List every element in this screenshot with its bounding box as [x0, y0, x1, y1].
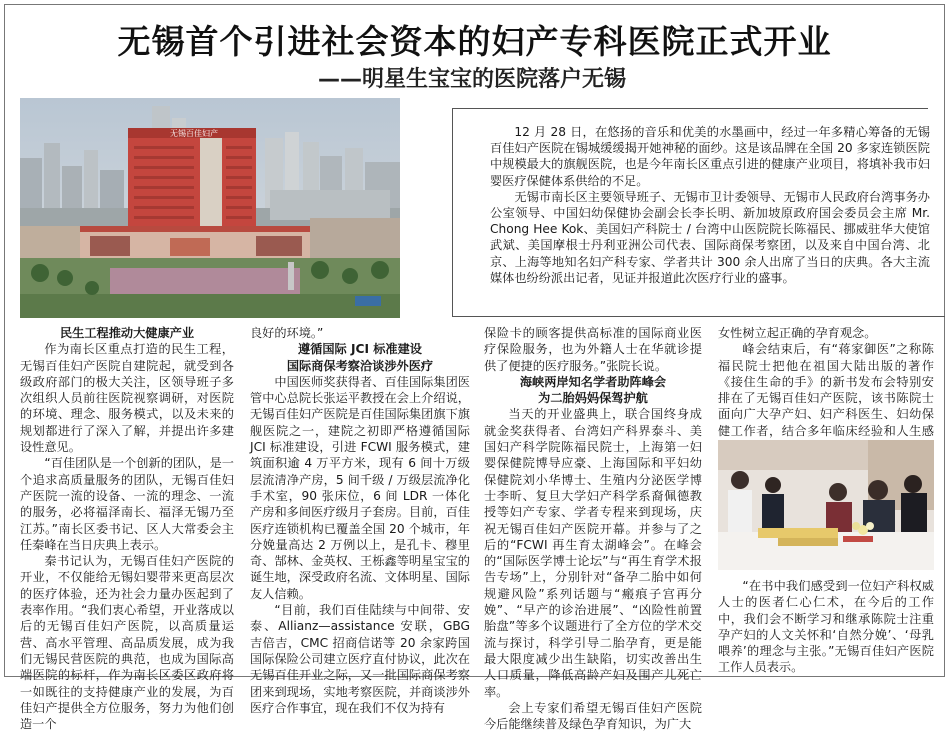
lead-paragraph: 无锡市南长区主要领导班子、无锡市卫计委领导、无锡市人民政府台湾事务办公室领导、中国妇幼保健协会副会长李长明、新加坡原政府国会委员会主席 Mr. Chong Hee Kok、美国妇产科院士 / 台湾中山医院院长陈福民、挪威驻华大使馆武斌、美国摩根士丹利亚洲公司代表、国际商保考察团，以及来自中国台湾、北京、上海等地知名妇产科专家、学者共计 300 余人出席了当日的庆典。各大主流媒体也纷纷派出记者，见证并报道此次医疗行业的盛事。: [490, 189, 930, 285]
col2-continuation: 良好的环境。”: [250, 326, 324, 340]
col4-paragraph: “在书中我们感受到一位妇产科权威人士的医者仁心仁术，在今后的工作中，我们会不断学习和继承陈院士注重孕产妇的人文关怀和‘自然分娩’、‘母乳喂养’的理念与主张。”无锡百佳妇产医院工作人员表示。: [718, 579, 934, 675]
headline: 无锡首个引进社会资本的妇产专科医院正式开业: [117, 22, 832, 61]
col2-heading-1: 遵循国际 JCI 标准建设: [298, 342, 422, 357]
col4-paragraph: 峰会结束后，有“蒋家御医”之称陈福民院士把他在祖国大陆出版的著作《接住生命的手》的新书发布会特别安排在了无锡百佳妇产医院，该书陈院士面向广大孕产妇、妇产科医生、妇幼保健工作者，结合多年临床经验和人生感: [718, 342, 934, 438]
col2-heading-2: 国际商保考察洽谈涉外医疗: [286, 358, 434, 373]
lead-frame-top: [452, 108, 928, 109]
book-signing-illustration: [718, 440, 934, 570]
col3-paragraph: 会上专家们希望无锡百佳妇产医院今后能继续普及绿色孕育知识，为广大: [484, 700, 702, 732]
hospital-building-illustration: [20, 98, 400, 318]
column-3: [484, 325, 702, 732]
lead-frame-left: [452, 108, 453, 316]
col3-paragraph: 当天的开业盛典上，联合国终身成就金奖获得者、台湾妇产科界泰斗、美国妇产科学院陈福民院士，上海第一妇婴保健院博导应豪、上海国际和平妇幼保健院刘小华博士、生殖内分泌医学博士李昕、复旦大学妇产科学系裔佩德教授等妇产专家、学者专程来到现场，庆祝无锡百佳妇产医院开幕。并参与了之后的“FCWI 再生育太湖峰会”。在峰会的“国际医学博士论坛”与“再生育学术报告专场”上，分别针对“备孕二胎中如何规避风险”系列话题与“瘢痕子宫再分娩”、“早产的诊治进展”、“凶险性前置胎盘”等多个议题进行了全方位的学术交流与探讨，科学引导二胎孕育，更是能最大限度减少出生缺陷，切实改善出生人口质量，降低高龄产妇及围产儿死亡率。: [484, 407, 702, 699]
column-4-top: [718, 325, 934, 437]
col2-paragraph: “目前，我们百佳陆续与中间带、安泰、Allianz—assistance 安联，GBG 吉倍吉，CMC 招商信诺等 20 余家跨国国际保险公司建立医疗直付协议，此次在无锡百佳开业之际，又一批国际商保考察团来到现场，实地考察医院，并商谈涉外医疗合作事宜，现在我们不仅为持有: [250, 603, 470, 715]
col1-paragraph: 秦书记认为，无锡百佳妇产医院的开业，不仅能给无锡妇婴带来更高层次的医疗体验，还为社会力量办医起到了表率作用。“我们衷心希望，开业落成以后的无锡百佳妇产医院，以高质量运营、高水平管理、高品质发展，成为我们无锡民营医院的典范，也成为国际高端医院的标杆，作为南长区委区政府将一如既往的支持健康产业的发展，为百佳妇产提供全方位服务，努力为他们创造一个: [20, 554, 234, 732]
col3-heading-2: 为二胎妈妈保驾护航: [538, 391, 648, 406]
column-2: [250, 325, 470, 715]
lead-paragraph: 12 月 28 日，在悠扬的音乐和优美的水墨画中，经过一年多精心筹备的无锡百佳妇产医院在锡城缓缓揭开她神秘的面纱。这是该品牌在全国 20 多家连锁医院中规模最大的旗舰医院，也是今年南长区重点引进的健康产业项目，将填补我市妇婴医疗保健体系供给的不足。: [490, 125, 930, 188]
col3-continuation: 保险卡的顾客提供高标准的国际商业医疗保险服务，也为外籍人士在华就诊提供了便捷的医疗服务。”张院长说。: [484, 326, 702, 373]
building-sign: 无锡百佳妇产: [170, 129, 218, 138]
lead-frame-bottom: [452, 316, 945, 317]
book-signing-photo: [718, 440, 934, 570]
col4-continuation: 女性树立起正确的孕育观念。: [718, 326, 877, 340]
col1-paragraph: 作为南长区重点打造的民生工程，无锡百佳妇产医院自建院起，就受到各级政府部门的极大关注，区领导班子多次组织人员前往医院视察调研，对医院的环境、理念、服务模式，以及未来的规划都进行了深入了解，并提出许多建设性意见。: [20, 342, 234, 455]
col3-heading-1: 海峡两岸知名学者助阵峰会: [519, 374, 667, 389]
col1-paragraph: “百佳团队是一个创新的团队，是一个追求高质量服务的团队，无锡百佳妇产医院一流的设备、一流的理念、一流的服务，必将福泽南长、福泽无锡乃至江苏。”南长区委书记、区人大常委会主任秦峰在当日庆典上表示。: [20, 456, 234, 552]
col2-paragraph: 中国医师奖获得者、百佳国际集团医管中心总院长张运平教授在会上介绍说，无锡百佳妇产医院是百佳国际集团旗下旗舰医院之一，建院之初即严格遵循国际 JCI 标准建设，引进 FCWI 服务模式，建筑面积逾 4 万平方米，现有 6 间十万级层流清净产房，5 间千级 / 万级层流净化手术室，90 张床位，6 间 LDR 一体化产房和多间医疗级月子套房。目前，百佳医疗连锁机构已覆盖全国 20 个城市，年分娩量高达 2 万例以上，是孔卡、穆里奇、郜林、金英权、王栎鑫等明星宝宝的诞生地，深受政府名流、文体明星、国际友人信赖。: [250, 374, 470, 601]
col1-heading: 民生工程推动大健康产业: [59, 326, 195, 340]
column-4-bottom: [718, 578, 934, 677]
column-1: [20, 325, 234, 732]
hospital-building-photo: [20, 98, 400, 318]
lead-text: [490, 124, 930, 286]
subheadline: ——明星生宝宝的医院落户无锡: [318, 67, 627, 92]
